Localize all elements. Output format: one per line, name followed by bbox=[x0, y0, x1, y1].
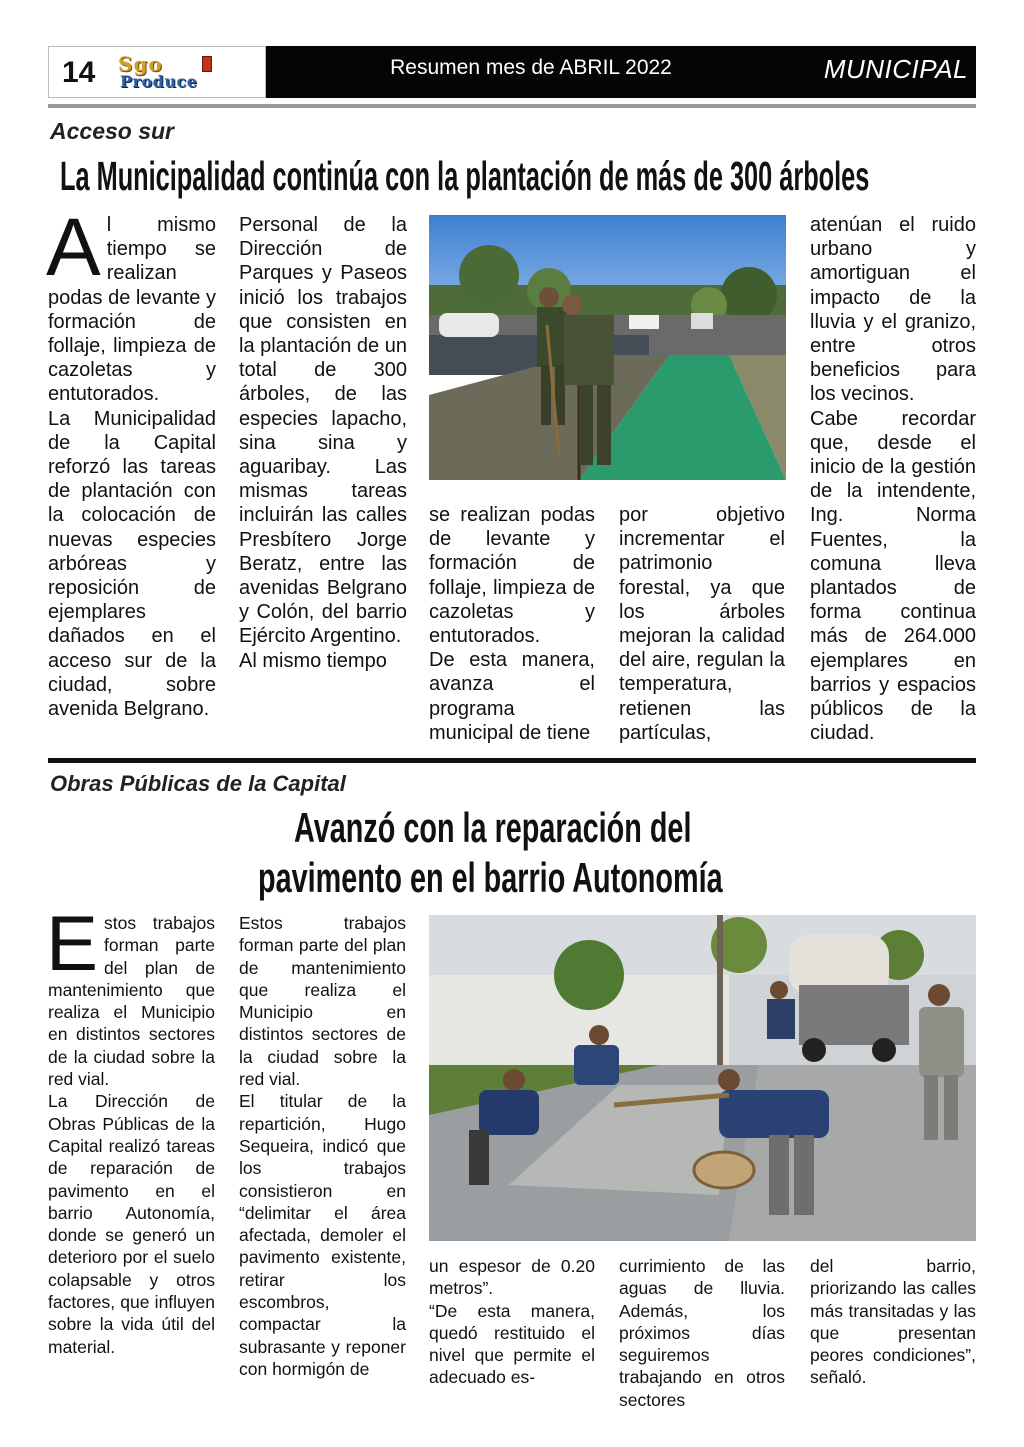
article2-title-line2: pavimento en el barrio Autonomía bbox=[258, 854, 723, 902]
article2-col3-p2: “De esta manera, quedó restituido el nivel que permite el adecuado es- bbox=[429, 1300, 595, 1388]
article1-title: La Municipalidad continúa con la plantación de más de 300 árboles bbox=[60, 154, 870, 200]
logo-top-text: Sgo bbox=[118, 52, 163, 76]
article2-col1-p1: stos trabajos forman parte del plan de mantenimiento que realiza el Municipio en distintos sectores de la ciudad sobre la red vial. bbox=[48, 913, 215, 1090]
section-label: MUNICIPAL bbox=[823, 54, 968, 84]
article1-col3-p1: se realizan podas de levante y formación de follaje, limpieza de cazoletas y entutorados. bbox=[429, 504, 595, 648]
header-rule bbox=[48, 104, 976, 108]
article2-col2 bbox=[239, 912, 406, 1380]
article1-col3 bbox=[429, 503, 595, 745]
section-divider bbox=[48, 758, 976, 763]
article1-col3-p2: De esta manera, avanza el programa municipal de tiene bbox=[429, 649, 595, 744]
article1-col4-p1: por objetivo incrementar el patrimonio forestal, ya que los árboles mejoran la calidad del aire, regulan la temperatura, retienen las partículas, bbox=[619, 504, 785, 744]
article1-col4 bbox=[619, 503, 785, 745]
article2-col3-p1: un espesor de 0.20 metros”. bbox=[429, 1256, 595, 1299]
article1-kicker: Acceso sur bbox=[50, 118, 175, 144]
tree-planting-photo bbox=[429, 215, 786, 480]
article1-title-box bbox=[48, 154, 976, 206]
tree-planting-illustration bbox=[429, 215, 786, 480]
pavement-repair-illustration bbox=[429, 915, 976, 1241]
article2-col2-p2: El titular de la repartición, Hugo Sequeira, indicó que los trabajos consistieron en “delimitar el área afectada, demoler el pavimento existente, retirar los escombros, compactar la subrasante y reponer con hormigón de bbox=[239, 1091, 406, 1379]
article2-col5 bbox=[810, 1255, 976, 1389]
article2-col5-p1: del barrio, priorizando las calles más transitadas y las que presentan peores condiciones”, señaló. bbox=[810, 1256, 976, 1388]
article1-col5-p2: Cabe recordar que, desde el inicio de la gestión de la intendente, Ing. Norma Fuentes, la comuna lleva plantados de forma continua más de 264.000 ejemplares en barrios y espacios públicos de la ciudad. bbox=[810, 407, 976, 745]
article2-kicker: Obras Públicas de la Capital bbox=[50, 771, 346, 796]
page-number: 14 bbox=[62, 56, 96, 89]
article2-title-box bbox=[48, 804, 976, 908]
article1-col5-p1: atenúan el ruido urbano y amortiguan el impacto de la lluvia y el granizo, entre otros beneficios para los vecinos. bbox=[810, 214, 976, 406]
article1-col5 bbox=[810, 213, 976, 745]
sgo-produce-logo bbox=[116, 52, 256, 94]
pavement-repair-photo bbox=[429, 915, 976, 1241]
article1-col2 bbox=[239, 213, 407, 673]
article1-col2-p1: Personal de la Dirección de Parques y Paseos inició los trabajos que consisten en la plantación de un total de 300 árboles, de las especies lapacho, sina sina y aguaribay. Las mismas tareas incluirán las calles Presbítero Jorge Beratz, entre las avenidas Belgrano y Colón, del barrio Ejército Argentino. bbox=[239, 214, 407, 648]
article2-col1-p2: La Dirección de Obras Públicas de la Capital realizó tareas de reparación de pavimento en el barrio Autonomía, donde se generó un deterioro por el suelo colapsable y otros factores, que influyen sobre la vida útil del material. bbox=[48, 1091, 215, 1357]
article1-col2-p2: Al mismo tiempo bbox=[239, 649, 387, 672]
article1-col1-p1: l mismo tiempo se realizan podas de levante y formación de follaje, limpieza de cazoletas y entutorados. bbox=[48, 214, 216, 406]
article1-col1-p2: La Municipalidad de la Capital reforzó las tareas de plantación con la colocación de nuevas especies arbóreas y reposición de ejemplares dañados en el acceso sur de la ciudad, sobre avenida Belgrano. bbox=[48, 407, 216, 721]
logo-flag-icon bbox=[202, 56, 212, 72]
article1-col1 bbox=[46, 202, 216, 721]
article2-col3 bbox=[429, 1255, 595, 1389]
article2-dropcap: E bbox=[46, 899, 99, 987]
article2-col2-p1: Estos trabajos forman parte del plan de mantenimiento que realiza el Municipio en distintos sectores de la ciudad sobre la red vial. bbox=[239, 913, 406, 1090]
article1-dropcap: A bbox=[46, 202, 101, 293]
logo-bottom-text: Produce bbox=[120, 72, 198, 91]
article2-col1 bbox=[46, 899, 215, 1358]
article2-title-line1: Avanzó con la reparación del bbox=[294, 804, 692, 852]
issue-title: Resumen mes de ABRIL 2022 bbox=[390, 56, 672, 79]
article2-col4 bbox=[619, 1255, 785, 1411]
article2-col4-p1: currimiento de las aguas de lluvia. Además, los próximos días seguiremos trabajando en otros sectores bbox=[619, 1256, 785, 1410]
